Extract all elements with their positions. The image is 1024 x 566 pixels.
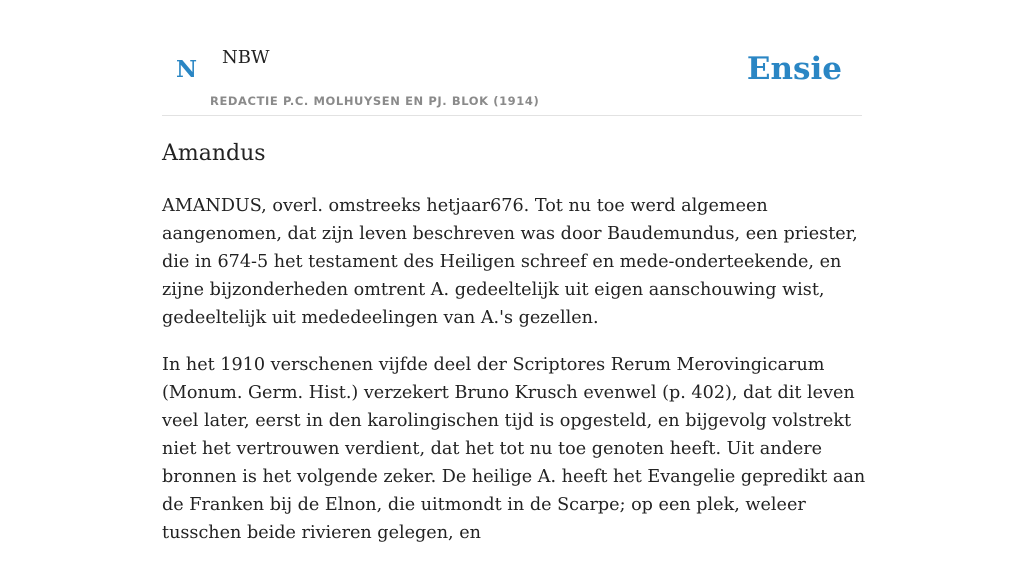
article-paragraph: AMANDUS, overl. omstreeks hetjaar676. Tot nu toe werd algemeen aangenomen, dat zijn leven beschreven was door Baudemundus, een priester, die in 674-5 het testament des Heiligen schreef en mede-onderteekende, en zijne bijzonderheden omtrent A. gedeeltelijk uit eigen aanschouwing wist, gedeeltelijk uit mededeelingen van A.'s gezellen. — [162, 196, 858, 328]
brand-logo-link[interactable]: Ensie — [746, 51, 842, 87]
source-header — [162, 0, 862, 116]
article-paragraph: In het 1910 verschenen vijfde deel der Scriptores Rerum Merovingicarum (Monum. Germ. Hist.) verzekert Bruno Krusch evenwel (p. 402), dat dit leven veel later, eerst in den karolingischen tijd is opgesteld, en bijgevolg volstrekt niet het vertrouwen verdient, dat het tot nu toe genoten heeft. Uit andere bronnen is het volgende zeker. De heilige A. heeft het Evangelie gepredikt aan de Franken bij de Elnon, die uitmondt in de Scarpe; op een plek, weleer tusschen beide rivieren gelegen, en — [162, 355, 866, 543]
source-editors: REDACTIE P.C. MOLHUYSEN EN PJ. BLOK (1914) — [210, 94, 540, 108]
article-body — [162, 192, 870, 566]
article-title: Amandus — [162, 141, 266, 166]
source-logo[interactable]: N — [176, 56, 198, 83]
source-name-link[interactable]: NBW — [222, 47, 270, 68]
